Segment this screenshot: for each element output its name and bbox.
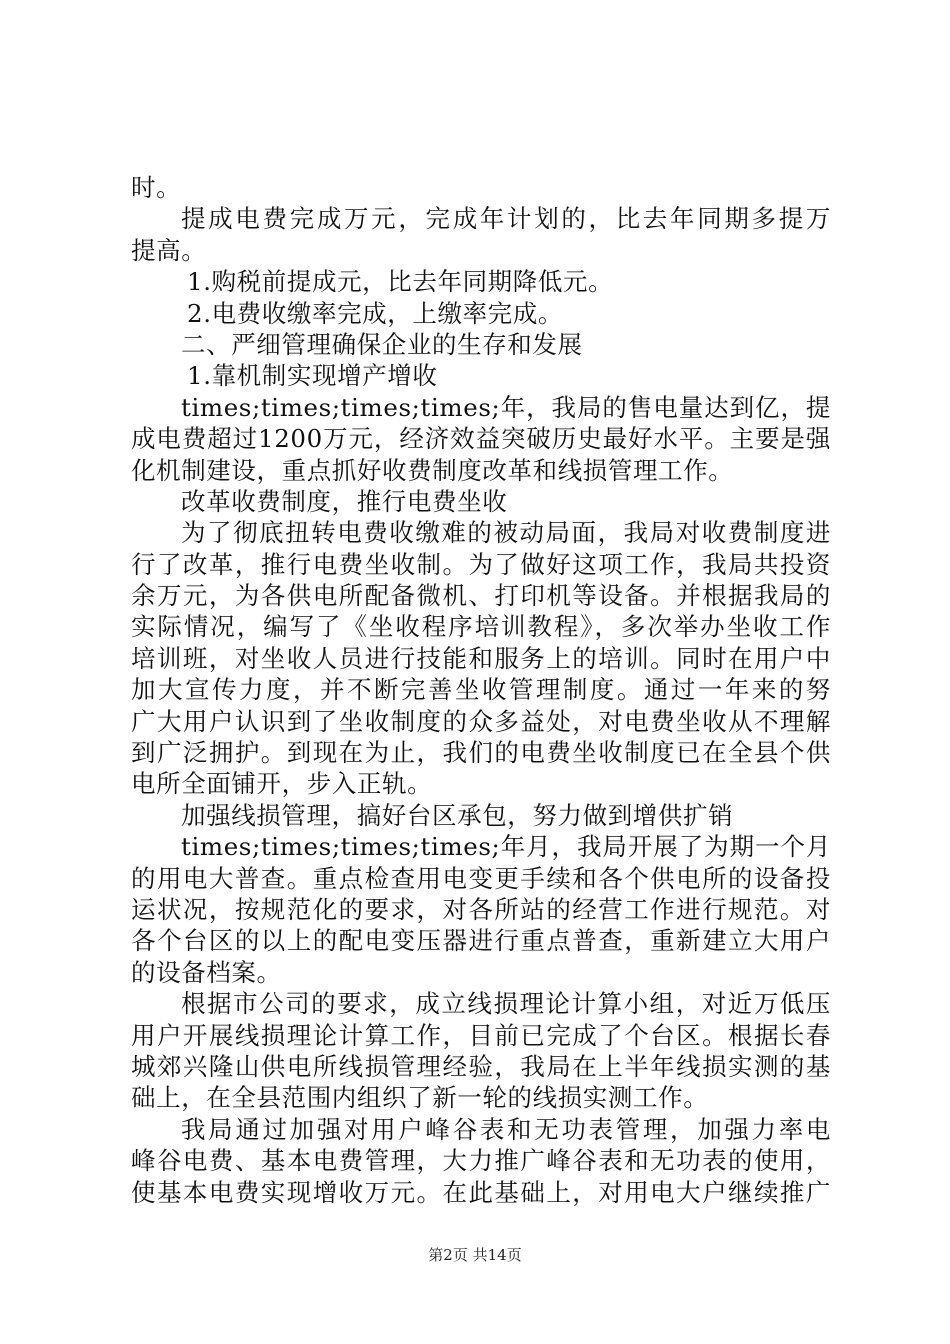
text-line: 提高。	[131, 235, 207, 265]
text-line: 时。	[131, 173, 182, 202]
list-item: 1.购税前提成元，比去年同期降低元。	[187, 267, 614, 297]
list-item: 2.电费收缴率完成，上缴率完成。	[187, 298, 563, 328]
text-line: 峰谷电费、基本电费管理，大力推广峰谷表和无功表的使用，	[131, 1146, 831, 1176]
text-line: 我局通过加强对用户峰谷表和无功表管理，加强力率电	[181, 1114, 831, 1144]
paragraph-heading: 改革收费制度，推行电费坐收	[181, 486, 508, 516]
text-line: 运状况，按规范化的要求，对各所站的经营工作进行规范。对	[131, 894, 831, 924]
text-line: 根据市公司的要求，成立线损理论计算小组，对近万低压	[181, 989, 831, 1019]
text-line: 成电费超过1200万元，经济效益突破历史最好水平。主要是强	[131, 424, 831, 454]
text-line: times;times;times;times;年月，我局开展了为期一个月	[181, 832, 831, 862]
text-line: 使基本电费实现增收万元。在此基础上，对用电大户继续推广	[131, 1177, 831, 1207]
page-number-footer: 第2页 共14页	[428, 1246, 522, 1264]
text-line: 城郊兴隆山供电所线损管理经验，我局在上半年线损实测的基	[131, 1051, 831, 1081]
text-line: 提成电费完成万元，完成年计划的，比去年同期多提万	[181, 204, 831, 234]
text-line: times;times;times;times;年，我局的售电量达到亿，提	[181, 392, 831, 422]
text-line: 化机制建设，重点抓好收费制度改革和线损管理工作。	[131, 455, 734, 485]
text-line: 加大宣传力度，并不断完善坐收管理制度。通过一年来的努	[131, 675, 831, 705]
text-line: 的用电大普查。重点检查用电变更手续和各个供电所的设备投	[131, 863, 831, 893]
text-line: 电所全面铺开，步入正轨。	[131, 769, 433, 799]
text-line: 实际情况，编写了《坐收程序培训教程》，多次举办坐收工作	[131, 612, 831, 642]
text-line: 培训班，对坐收人员进行技能和服务上的培训。同时在用户中	[131, 643, 831, 673]
text-line: 各个台区的以上的配电变压器进行重点普查，重新建立大用户	[131, 926, 831, 956]
document-body	[131, 172, 831, 1208]
text-line: 的设备档案。	[131, 957, 282, 987]
subsection-heading: 1.靠机制实现增产增收	[187, 361, 438, 391]
text-line: 为了彻底扭转电费收缴难的被动局面，我局对收费制度进	[181, 518, 831, 548]
text-line: 行了改革，推行电费坐收制。为了做好这项工作，我局共投资	[131, 549, 831, 579]
text-line: 础上，在全县范围内组织了新一轮的线损实测工作。	[131, 1083, 709, 1113]
text-line: 余万元，为各供电所配备微机、打印机等设备。并根据我局的	[131, 581, 831, 611]
text-line: 广大用户认识到了坐收制度的众多益处，对电费坐收从不理解	[131, 706, 831, 736]
text-line: 到广泛拥护。到现在为止，我们的电费坐收制度已在全县个供	[131, 738, 831, 768]
text-line: 用户开展线损理论计算工作，目前已完成了个台区。根据长春	[131, 1020, 831, 1050]
paragraph-heading: 加强线损管理，搞好台区承包，努力做到增供扩销	[181, 800, 734, 830]
section-heading: 二、严细管理确保企业的生存和发展	[181, 329, 583, 359]
